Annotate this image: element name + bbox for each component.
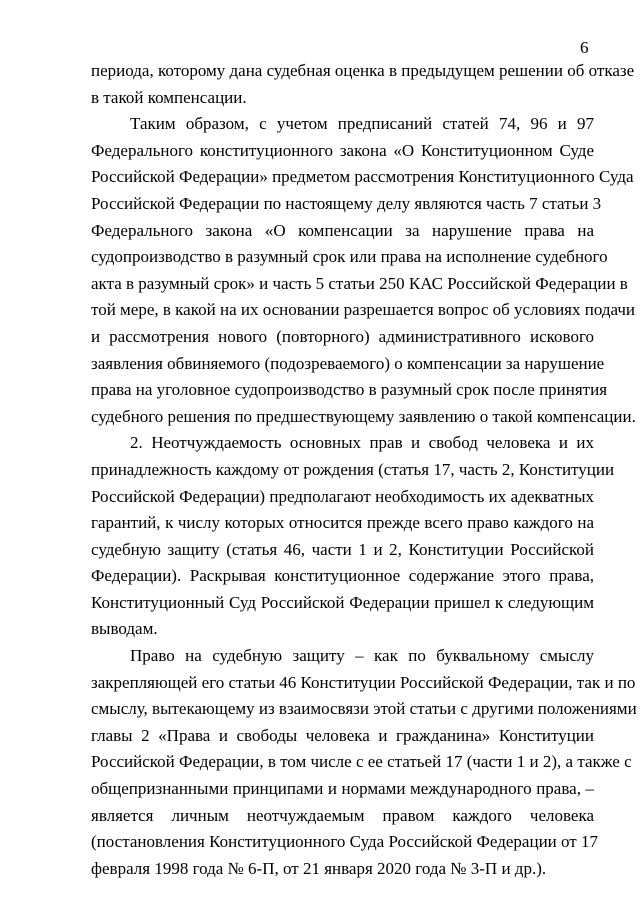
text-line: смыслу, вытекающему из взаимосвязи этой статьи с другими положениями: [91, 699, 637, 719]
text-line: февраля 1998 года № 6-П, от 21 января 2020 года № 3-П и др.).: [91, 858, 547, 878]
text-line: Российской Федерации, в том числе с ее статьей 17 (части 1 и 2), а также с: [91, 752, 632, 772]
text-line: Федерального закона «О компенсации за нарушение права на: [91, 220, 594, 240]
text-line: и рассмотрения нового (повторного) административного искового: [91, 326, 594, 346]
text-line: Российской Федерации» предметом рассмотрения Конституционного Суда: [91, 167, 634, 187]
text-line: судебную защиту (статья 46, части 1 и 2, Конституции Российской: [91, 539, 594, 559]
page-number: 6: [580, 38, 589, 57]
text-line: общепризнанными принципами и нормами международного права, –: [91, 779, 594, 799]
text-line: закрепляющей его статьи 46 Конституции Российской Федерации, так и по: [91, 672, 636, 692]
text-line: периода, которому дана судебная оценка в предыдущем решении об отказе: [91, 61, 635, 80]
text-line: принадлежность каждому от рождения (статья 17, часть 2, Конституции: [91, 459, 615, 479]
text-line: гарантий, к числу которых относится прежде всего право каждого на: [91, 513, 594, 533]
text-line: акта в разумный срок» и часть 5 статьи 250 КАС Российской Федерации в: [91, 273, 628, 293]
document-text: [91, 58, 637, 882]
text-line: выводам.: [91, 619, 158, 639]
text-line: Российской Федерации по настоящему делу являются часть 7 статьи 3: [91, 193, 602, 213]
text-line: судебного решения по предшествующему заявлению о такой компенсации.: [91, 406, 636, 426]
text-line: Федерации). Раскрывая конституционное содержание этого права,: [91, 566, 594, 586]
text-line: Российской Федерации) предполагают необходимость их адекватных: [91, 486, 594, 506]
text-line: является личным неотчуждаемым правом каждого человека: [91, 805, 594, 825]
text-line: права на уголовное судопроизводство в разумный срок после принятия: [91, 380, 608, 400]
text-line: заявления обвиняемого (подозреваемого) о компенсации за нарушение: [91, 353, 605, 373]
text-line: (постановления Конституционного Суда Российской Федерации от 17: [91, 832, 598, 852]
text-line: главы 2 «Права и свободы человека и гражданина» Конституции: [91, 725, 594, 745]
text-line: 2. Неотчуждаемость основных прав и свобод человека и их: [130, 433, 594, 453]
text-line: Право на судебную защиту – как по буквальному смыслу: [130, 646, 594, 666]
text-line: в такой компенсации.: [91, 87, 247, 107]
text-line: Конституционный Суд Российской Федерации пришел к следующим: [91, 592, 594, 612]
text-line: той мере, в какой на их основании разрешается вопрос об условиях подачи: [91, 300, 636, 320]
text-line: Федерального конституционного закона «О Конституционном Суде: [91, 140, 594, 160]
text-line: Таким образом, с учетом предписаний статей 74, 96 и 97: [130, 114, 594, 134]
text-line: судопроизводство в разумный срок или права на исполнение судебного: [91, 247, 608, 267]
